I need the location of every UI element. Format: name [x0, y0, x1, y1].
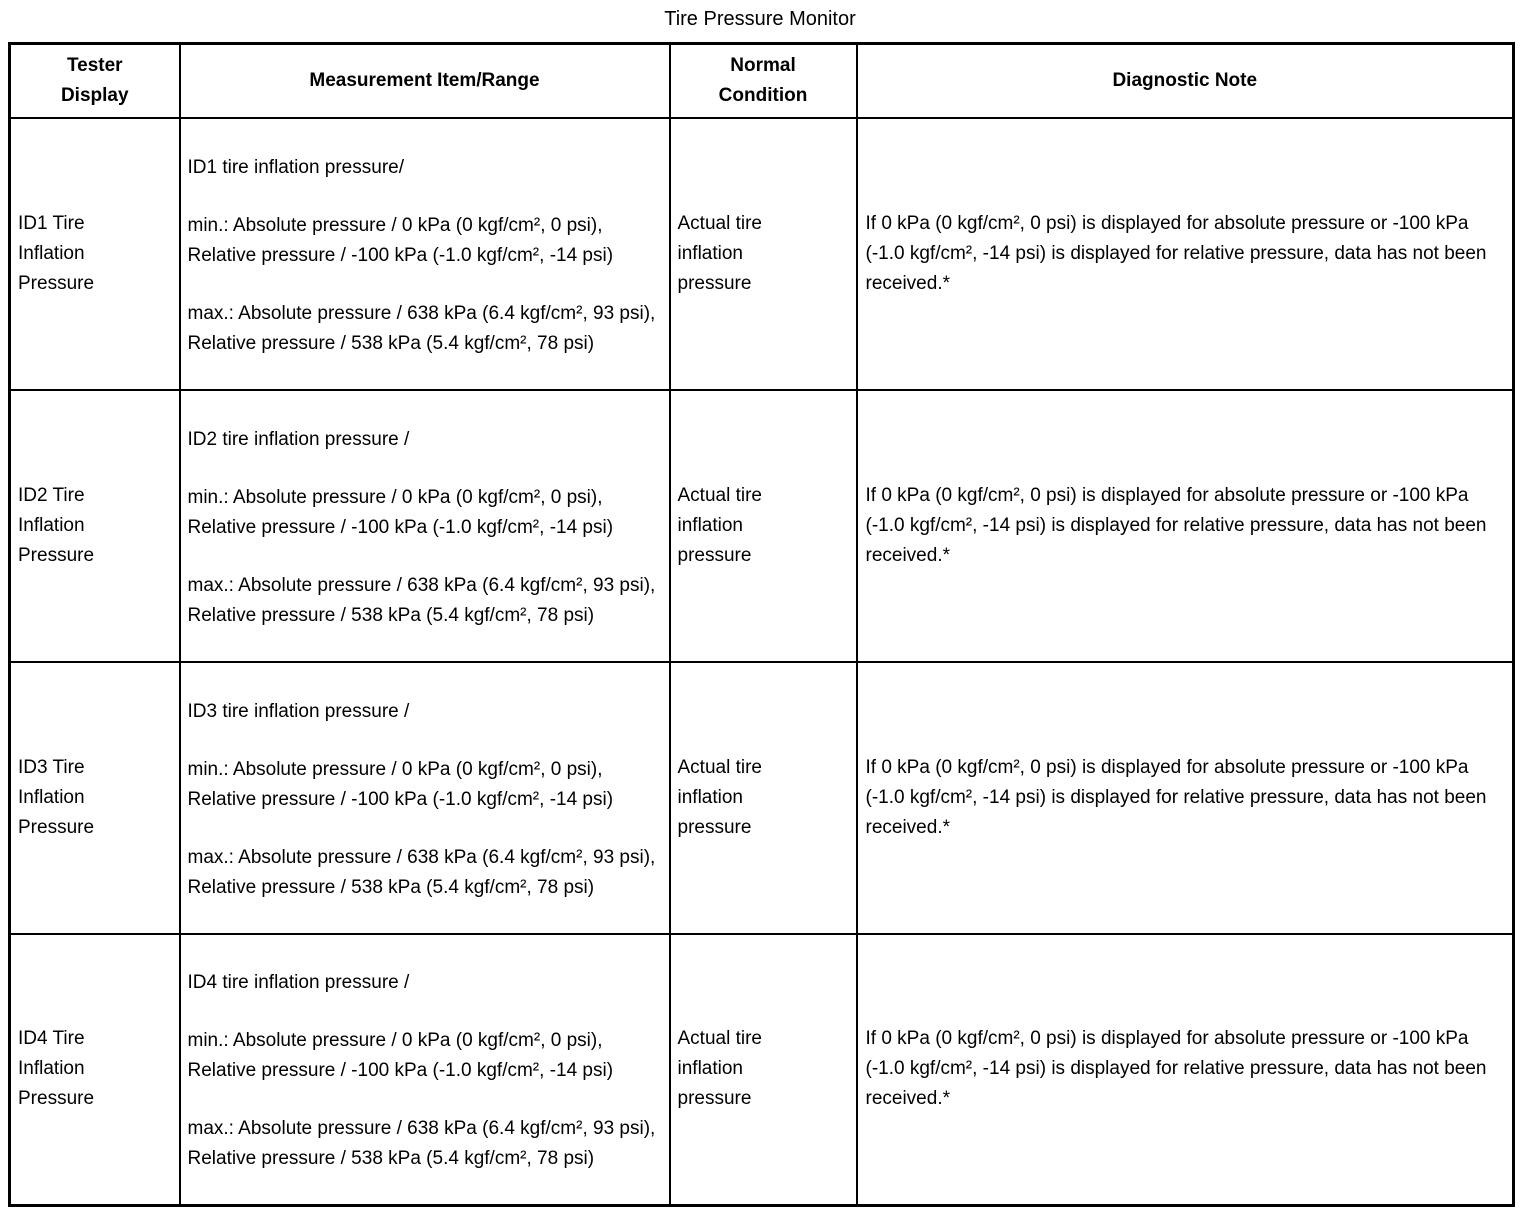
measurement-max: max.: Absolute pressure / 638 kPa (6.4 kgf/cm², 93 psi), Relative pressure / 538 kPa (5.4 kgf/cm², 78 psi): [187, 1118, 656, 1170]
header-row: [10, 44, 1514, 118]
column-header-normal-condition: Normal Condition: [670, 44, 857, 118]
diagnostic-note-cell: If 0 kPa (0 kgf/cm², 0 psi) is displayed for absolute pressure or -100 kPa (-1.0 kgf/cm², -14 psi) is displayed for relative pressure, data has not been received.*: [857, 390, 1514, 662]
measurement-cell: [180, 662, 670, 934]
tester-display-text: ID1 Tire Inflation Pressure: [18, 212, 95, 294]
table-row-id2: [10, 390, 1514, 662]
tester-display-cell: [10, 118, 180, 390]
normal-condition-cell: [670, 118, 857, 390]
measurement-max: max.: Absolute pressure / 638 kPa (6.4 kgf/cm², 93 psi), Relative pressure / 538 kPa (5.4 kgf/cm², 78 psi): [187, 574, 656, 626]
normal-condition-text: Actual tire inflation pressure: [677, 484, 762, 566]
measurement-min: min.: Absolute pressure / 0 kPa (0 kgf/cm², 0 psi), Relative pressure / -100 kPa (-1.0 kgf/cm², -14 psi): [187, 1030, 614, 1082]
column-header-measurement-item-range: Measurement Item/Range: [180, 44, 670, 118]
normal-condition-cell: [670, 390, 857, 662]
table-row-id1: [10, 118, 1514, 390]
measurement-min: min.: Absolute pressure / 0 kPa (0 kgf/cm², 0 psi), Relative pressure / -100 kPa (-1.0 kgf/cm², -14 psi): [187, 758, 614, 810]
column-header-diagnostic-note: Diagnostic Note: [857, 44, 1514, 118]
column-header-tester-display: Tester Display: [10, 44, 180, 118]
tester-display-text: ID2 Tire Inflation Pressure: [18, 484, 95, 566]
measurement-max: max.: Absolute pressure / 638 kPa (6.4 kgf/cm², 93 psi), Relative pressure / 538 kPa (5.4 kgf/cm², 78 psi): [187, 846, 656, 898]
measurement-intro: ID1 tire inflation pressure/: [187, 156, 404, 178]
measurement-min: min.: Absolute pressure / 0 kPa (0 kgf/cm², 0 psi), Relative pressure / -100 kPa (-1.0 kgf/cm², -14 psi): [187, 214, 614, 266]
table-row-id3: [10, 662, 1514, 934]
tester-display-text: ID3 Tire Inflation Pressure: [18, 756, 95, 838]
normal-condition-cell: [670, 934, 857, 1206]
page-title: Tire Pressure Monitor: [664, 8, 856, 30]
diagnostic-note-cell: If 0 kPa (0 kgf/cm², 0 psi) is displayed for absolute pressure or -100 kPa (-1.0 kgf/cm², -14 psi) is displayed for relative pressure, data has not been received.*: [857, 118, 1514, 390]
normal-condition-text: Actual tire inflation pressure: [677, 1028, 762, 1110]
measurement-intro: ID3 tire inflation pressure /: [187, 700, 410, 722]
measurement-cell: [180, 390, 670, 662]
tester-display-cell: [10, 390, 180, 662]
measurement-cell: [180, 118, 670, 390]
normal-condition-cell: [670, 662, 857, 934]
tester-display-text: ID4 Tire Inflation Pressure: [18, 1028, 95, 1110]
normal-condition-text: Actual tire inflation pressure: [677, 212, 762, 294]
tester-display-cell: [10, 934, 180, 1206]
measurement-cell: [180, 934, 670, 1206]
table-row-id4: [10, 934, 1514, 1206]
measurement-min: min.: Absolute pressure / 0 kPa (0 kgf/cm², 0 psi), Relative pressure / -100 kPa (-1.0 kgf/cm², -14 psi): [187, 486, 614, 538]
diagnostic-note-cell: If 0 kPa (0 kgf/cm², 0 psi) is displayed for absolute pressure or -100 kPa (-1.0 kgf/cm², -14 psi) is displayed for relative pressure, data has not been received.*: [857, 662, 1514, 934]
measurement-intro: ID2 tire inflation pressure /: [187, 428, 410, 450]
tire-pressure-monitor-table: [8, 42, 1515, 1207]
diagnostic-note-cell: If 0 kPa (0 kgf/cm², 0 psi) is displayed for absolute pressure or -100 kPa (-1.0 kgf/cm², -14 psi) is displayed for relative pressure, data has not been received.*: [857, 934, 1514, 1206]
measurement-intro: ID4 tire inflation pressure /: [187, 972, 410, 994]
measurement-max: max.: Absolute pressure / 638 kPa (6.4 kgf/cm², 93 psi), Relative pressure / 538 kPa (5.4 kgf/cm², 78 psi): [187, 302, 656, 354]
normal-condition-text: Actual tire inflation pressure: [677, 756, 762, 838]
tester-display-cell: [10, 662, 180, 934]
